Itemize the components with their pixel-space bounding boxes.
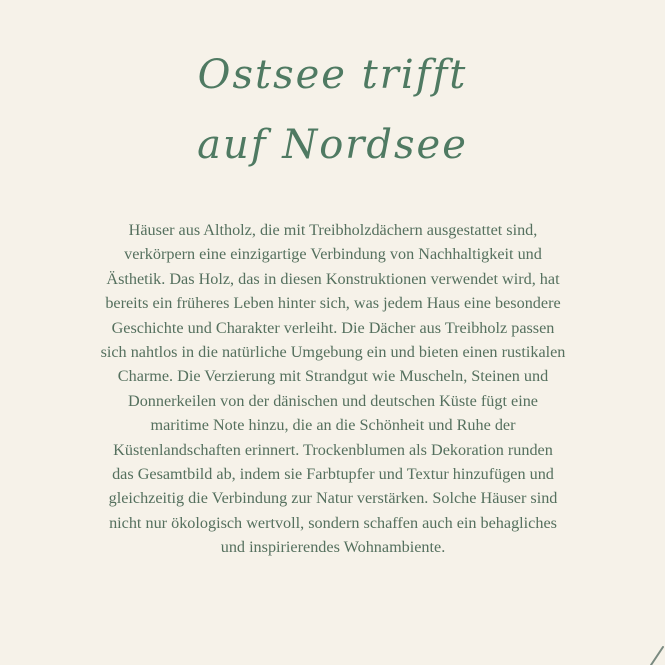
paragraph-line: Häuser aus Altholz, die mit Treibholzdächern ausgestattet sind, [128,221,538,239]
corner-stroke-decoration [645,635,665,665]
paragraph-line: bereits ein früheres Leben hinter sich, was jedem Haus eine besondere [105,294,561,313]
paragraph-line: sich nahtlos in die natürliche Umgebung ein und bieten einen rustikalen [100,343,566,362]
paragraph-line: gleichzeitig die Verbindung zur Natur verstärken. Solche Häuser sind [108,489,558,508]
paragraph-line: Geschichte und Charakter verleiht. Die Dächer aus Treibholz passen [111,318,555,337]
paragraph-line: und inspirierendes Wohnambiente. [220,538,446,557]
paragraph-line: maritime Note hinzu, die an die Schönheit und Ruhe der [150,416,516,435]
paragraph-line: Donnerkeilen von der dänischen und deutschen Küste fügt eine [128,391,538,410]
paragraph-line: nicht nur ökologisch wertvoll, sondern schaffen auch ein behagliches [109,513,557,532]
paragraph-line: Charme. Die Verzierung mit Strandgut wie Muscheln, Steinen und [117,367,549,386]
paragraph-line: Ästhetik. Das Holz, das in diesen Konstruktionen verwendet wird, hat [106,269,560,288]
paragraph-line: verkörpern eine einzigartige Verbindung von Nachhaltigkeit und [124,245,542,264]
heading-line-2: auf Nordsee [197,122,468,168]
paragraph-line: das Gesamtbild ab, indem sie Farbtupfer und Textur hinzufügen und [112,465,554,484]
heading-line-1: Ostsee trifft [197,52,468,98]
paragraph-line: Küstenlandschaften erinnert. Trockenblumen als Dekoration runden [113,440,553,459]
body-paragraph [78,218,588,560]
